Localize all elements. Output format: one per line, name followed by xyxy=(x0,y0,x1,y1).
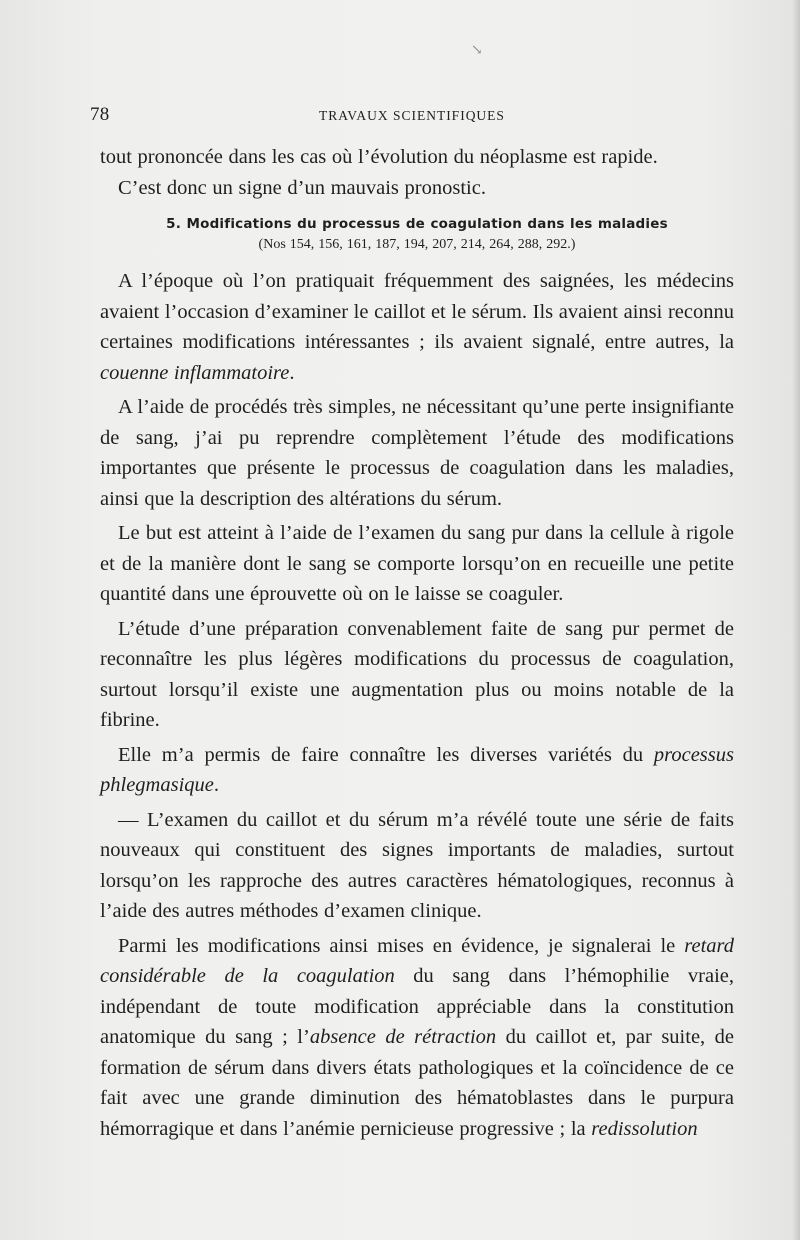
paragraph-5-text: Elle m’a permis de faire connaître les diverses variétés du xyxy=(118,743,654,766)
paragraph-7 xyxy=(100,931,734,1145)
paragraph-5 xyxy=(100,740,734,801)
paragraph-7-text-b: du sang dans l’hémophilie vraie, indépendant de toute modification appréciable dans la constitution anatomique du sang ; l’ xyxy=(100,965,734,1048)
scan-speck: ↘ xyxy=(471,43,483,58)
paragraph-3: Le but est atteint à l’aide de l’examen du sang pur dans la cellule à rigole et de la manière dont le sang se comporte lorsqu’on en recueille une petite quantité dans une éprouvette où on le laisse se coaguler. xyxy=(100,522,734,605)
paragraph-1-text: A l’époque où l’on pratiquait fréquemment des saignées, les médecins avaient l’occasion d’examiner le caillot et le sérum. Ils avaient ainsi reconnu certaines modifications intéressantes ; ils avaient signalé, entre autres, la xyxy=(100,270,734,353)
running-head: TRAVAUX SCIENTIFIQUES xyxy=(319,108,505,123)
paragraph-7-text-a: Parmi les modifications ainsi mises en évidence, je signalerai le xyxy=(118,934,685,957)
paragraph-1-end: . xyxy=(289,361,295,384)
page-number: 78 xyxy=(90,104,110,125)
paragraph-prognosis: C’est donc un signe d’un mauvais pronostic. xyxy=(118,176,486,199)
paragraph-7-emphasis-1: retard considérable de la coagulation xyxy=(100,934,734,987)
paragraph-4: L’étude d’une préparation convenablement faite de sang pur permet de reconnaître les plus légères modifications du processus de coagulation, surtout lorsqu’il existe une augmentation plus ou moins notable de la fibrine. xyxy=(100,617,734,731)
page-body xyxy=(100,142,734,1144)
paragraph-5-end: . xyxy=(213,774,219,796)
paragraph-2: A l’aide de procédés très simples, ne nécessitant qu’une perte insignifiante de sang, j’ai pu reprendre complètement l’étude des modifications importantes que présente le processus de coagulation dans les maladies, ainsi que la description des altérations du sérum. xyxy=(100,396,734,510)
section-references: (Nos 154, 156, 161, 187, 194, 207, 214, 264, 288, 292.) xyxy=(258,237,576,252)
paragraph-7-text-c: du caillot et, par suite, de formation de sérum dans divers états pathologiques et la coïncidence de ce fait avec une grande diminution des hématoblastes dans le purpura hémorragique et dans l’anémie pernicieuse progressive ; la xyxy=(100,1026,734,1140)
paragraph-5-emphasis: processus phlegmasique xyxy=(100,743,734,796)
paragraph-1-emphasis: couenne inflammatoire xyxy=(100,361,290,384)
page-header xyxy=(90,104,734,126)
section-heading: 5. Modifications du processus de coagulation dans les maladies xyxy=(166,216,668,232)
paragraph-7-emphasis-3: redissolution xyxy=(591,1117,698,1140)
paragraph-7-emphasis-2: absence de rétraction xyxy=(309,1026,497,1048)
paragraph-1 xyxy=(100,266,734,388)
continuation-line: tout prononcée dans les cas où l’évolution du néoplasme est rapide. xyxy=(100,146,658,168)
paragraph-6: — L’examen du caillot et du sérum m’a révélé toute une série de faits nouveaux qui constituent des signes importants de maladies, surtout lorsqu’on les rapproche des autres caractères hématologiques, reconnus à l’aide des autres méthodes d’examen clinique. xyxy=(100,808,734,922)
